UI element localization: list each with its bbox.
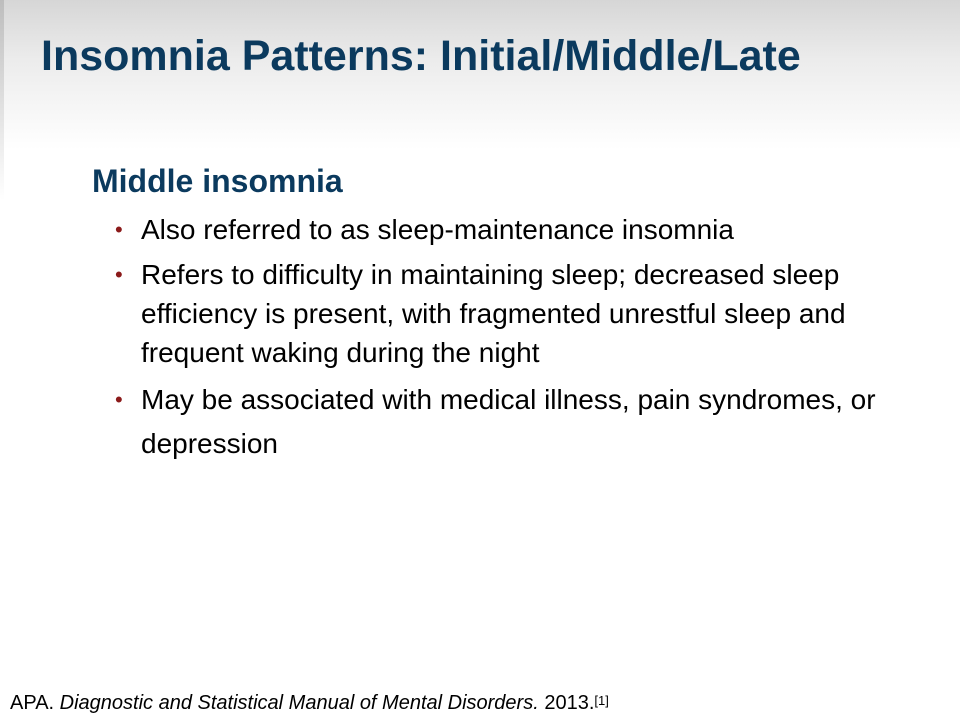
bullet-list (112, 210, 902, 472)
citation-work: Diagnostic and Statistical Manual of Mental Disorders. (59, 692, 539, 714)
bullet-text: Also referred to as sleep-maintenance insomnia (141, 214, 734, 245)
bullet-text: Refers to difficulty in maintaining sleep; decreased sleep efficiency is present, with fragmented unrestful sleep and frequent waking during the night (141, 259, 846, 368)
bullet-item (112, 378, 902, 466)
slide-edge (0, 0, 4, 720)
slide-title: Insomnia Patterns: Initial/Middle/Late (41, 32, 801, 80)
bullet-item (112, 255, 902, 372)
bullet-item (112, 210, 902, 249)
citation (10, 690, 609, 716)
section-heading: Middle insomnia (92, 163, 343, 199)
bullet-icon: • (115, 217, 123, 242)
bullet-text: May be associated with medical illness, pain syndromes, or depression (141, 384, 876, 459)
citation-reference: [1] (594, 693, 609, 708)
citation-author: APA. (10, 692, 55, 714)
bullet-icon: • (115, 262, 123, 287)
citation-year: 2013. (544, 692, 595, 714)
bullet-icon: • (115, 387, 123, 412)
